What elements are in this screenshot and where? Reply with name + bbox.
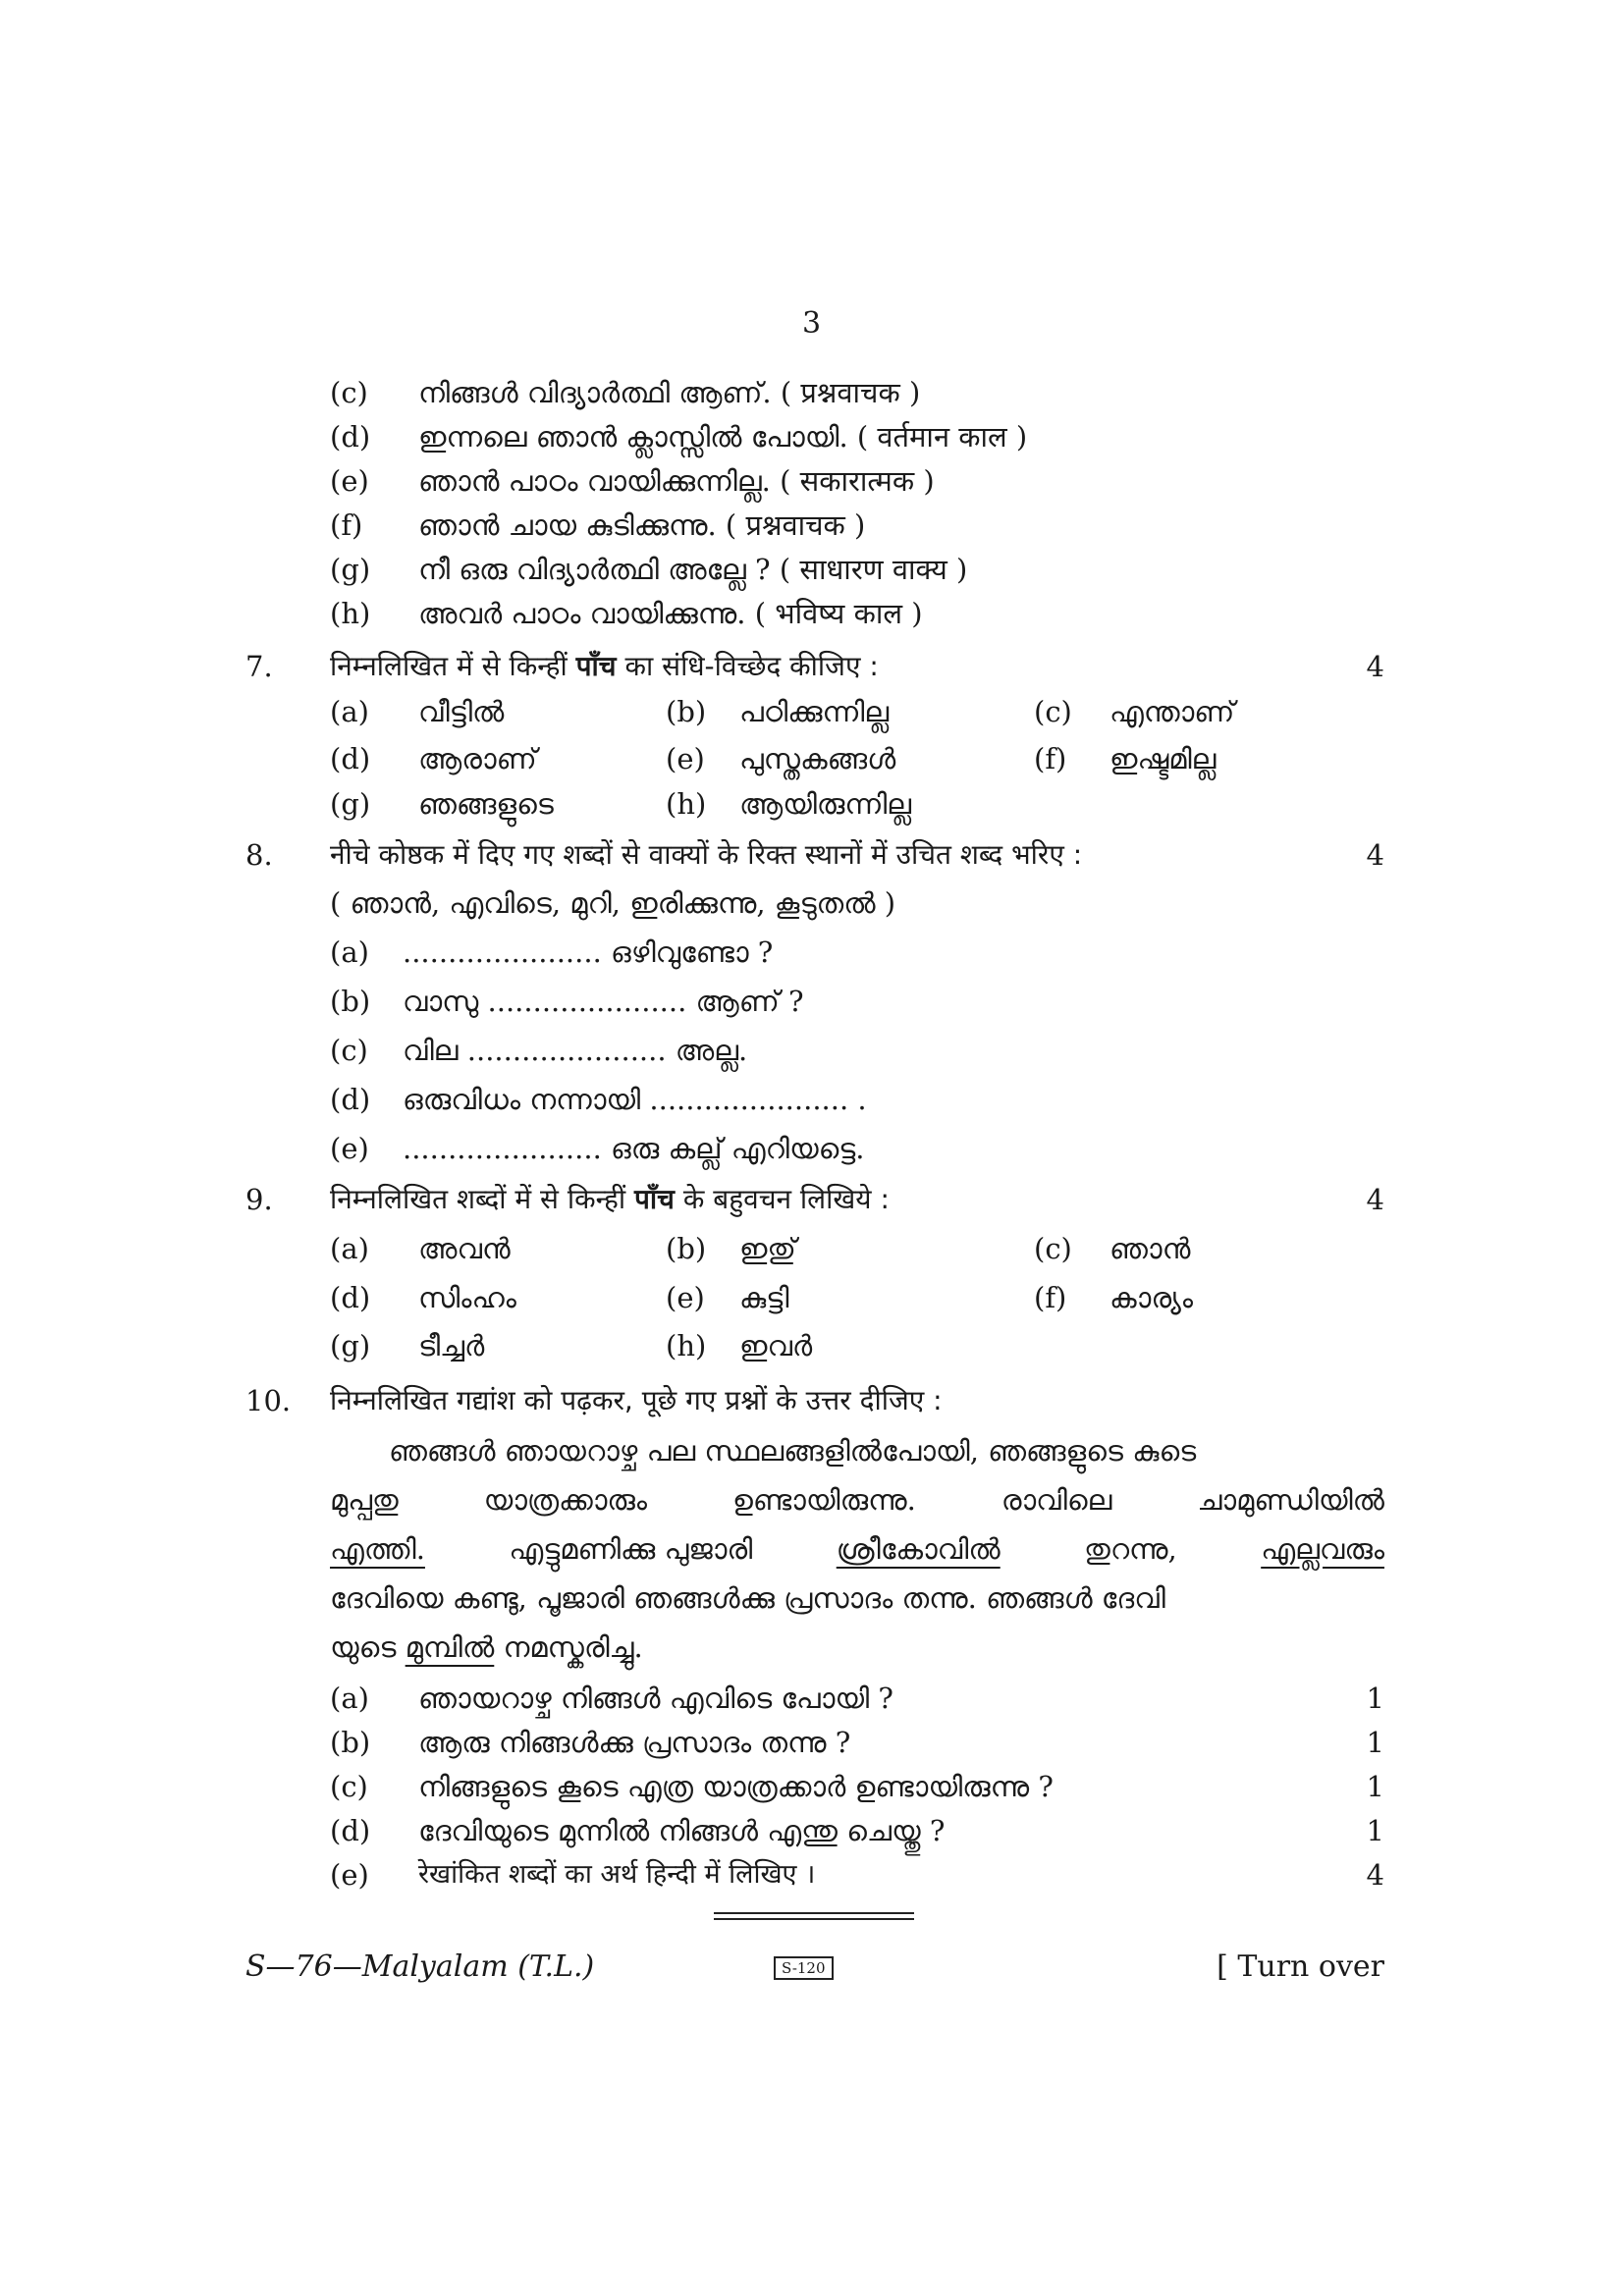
item-label: (a) [330, 695, 369, 728]
item-text: ഞാൻ പാഠം വായിക്കുന്നില്ല. ( सकारात्मक ) [418, 464, 935, 498]
item-text: ഞങ്ങളുടെ [418, 787, 554, 821]
question-marks: 4 [1366, 1183, 1384, 1216]
item-text: ഞായറാഴ്ച നിങ്ങൾ എവിടെ പോയി ? [418, 1682, 893, 1715]
passage-line [330, 1623, 1384, 1672]
question-marks: 4 [1366, 650, 1384, 683]
question-text-bold: पाँच [575, 650, 617, 682]
q8-word-options [0, 881, 1623, 925]
item-text: ആരു നിങ്ങൾക്കു പ്രസാദം തന്നു ? [418, 1726, 851, 1759]
item-label: (g) [330, 553, 371, 586]
passage-word: ഉണ്ടായിരുന്നു. [732, 1483, 916, 1517]
item-text: വാസു ...................... ആണ് ? [403, 985, 804, 1018]
paper-code: S—76—Malyalam (T.L.) [245, 1949, 595, 1984]
passage-word: രാവിലെ [1001, 1483, 1112, 1517]
item-text: ഇതു് [739, 1232, 796, 1265]
passage-line-text: ദേവിയെ കണ്ടു, പൂജാരി ഞങ്ങൾക്കു പ്രസാദം തന്നു. ഞങ്ങൾ ദേവി [330, 1581, 1165, 1615]
item-text: വില ...................... അല്ല. [403, 1034, 748, 1067]
item-text: കുട്ടി [739, 1281, 789, 1314]
question-number: 7. [245, 650, 273, 683]
item-text: നീ ഒരു വിദ്യാർത്ഥി അല്ലേ ? ( साधारण वाक्य ) [418, 553, 968, 586]
q9-grid-row [0, 1227, 1623, 1270]
item-text: ആരാണ് [418, 742, 537, 775]
page-number: 3 [801, 306, 822, 341]
q8-item-d [0, 1078, 1623, 1121]
passage-line [330, 1426, 1384, 1475]
item-label: (c) [330, 1034, 368, 1067]
question-7-header [0, 645, 1623, 688]
item-label: (b) [666, 695, 707, 728]
word-options-text: ( ഞാൻ, എവിടെ, മുറി, ഇരിക്കുന്നു, കൂടുതൽ ) [330, 886, 896, 920]
item-label: (e) [330, 1858, 369, 1892]
series-code-box: S-120 [774, 1956, 834, 1980]
question-text-bold: पाँच [634, 1183, 675, 1215]
item-label: (f) [1034, 742, 1067, 775]
item-label: (a) [330, 935, 369, 969]
item-text: रेखांकित शब्दों का अर्थ हिन्दी में लिखिए । [418, 1859, 816, 1890]
question-text: नीचे कोष्ठक में दिए गए शब्दों से वाक्यों के रिक्त स्थानों में उचित शब्द भरिए : [330, 838, 1083, 871]
question-number: 9. [245, 1183, 273, 1216]
underlined-word: എത്തി. [330, 1532, 425, 1566]
question-marks: 1 [1366, 1814, 1384, 1847]
q10-question-c [0, 1765, 1623, 1808]
item-text: ഇഷ്ടമില്ല [1109, 742, 1217, 775]
item-text: ഞാൻ [1109, 1232, 1191, 1265]
item-label: (h) [330, 597, 371, 630]
item-label: (d) [330, 1083, 371, 1116]
item-text: കാര്യം [1109, 1281, 1193, 1314]
passage-word: മുപ്പതു [330, 1483, 399, 1517]
q6-item-g [0, 548, 1623, 591]
question-8-header [0, 833, 1623, 877]
item-label: (a) [330, 1232, 369, 1265]
item-label: (a) [330, 1682, 369, 1715]
q6-item-d [0, 415, 1623, 458]
q7-grid-row [0, 690, 1623, 733]
item-text: നിങ്ങളുടെ കൂടെ എത്ര യാത്രക്കാർ ഉണ്ടായിരുന്നു ? [418, 1770, 1054, 1803]
question-text-pre: निम्नलिखित शब्दों में से किन्हीं [330, 1183, 635, 1215]
item-label: (g) [330, 1329, 371, 1362]
passage-line-text: ഞങ്ങൾ ഞായറാഴ്ച പല സ്ഥലങ്ങളിൽപോയി, ഞങ്ങളുടെ കുടെ [389, 1434, 1197, 1468]
passage-line [330, 1475, 1384, 1524]
item-text: ഞാൻ ചായ കുടിക്കുന്നു. ( प्रश्नवाचक ) [418, 508, 866, 542]
item-label: (f) [1034, 1281, 1067, 1314]
question-marks: 4 [1366, 1858, 1384, 1892]
question-10-header [0, 1379, 1623, 1422]
item-text: വീട്ടിൽ [418, 695, 505, 728]
q8-item-c [0, 1029, 1623, 1072]
item-label: (e) [666, 742, 705, 775]
question-text-pre: निम्नलिखित में से किन्हीं [330, 650, 576, 682]
underlined-word: ശ്രീകോവിൽ [836, 1532, 1001, 1566]
item-label: (c) [330, 376, 368, 409]
question-text-post: का संधि-विच्छेद कीजिए : [616, 650, 879, 682]
passage-text-pre: യുടെ [330, 1630, 406, 1664]
item-label: (d) [330, 1814, 371, 1847]
item-label: (e) [330, 1132, 369, 1165]
item-text: എന്താണ് [1109, 695, 1235, 728]
q9-grid-row [0, 1276, 1623, 1319]
item-text: സിംഹം [418, 1281, 516, 1314]
item-label: (d) [330, 742, 371, 775]
item-text: ...................... ഒരു കല്ല് എറിയട്ടെ. [403, 1132, 865, 1165]
item-label: (c) [330, 1770, 368, 1803]
item-label: (f) [330, 508, 363, 542]
item-text: ആയിരുന്നില്ല [739, 787, 912, 821]
item-label: (b) [666, 1232, 707, 1265]
passage-word: ചാമുണ്ഡിയിൽ [1197, 1483, 1384, 1517]
item-text: ...................... ഒഴിവുണ്ടോ ? [403, 935, 774, 969]
item-label: (h) [666, 787, 707, 821]
comprehension-passage [330, 1426, 1384, 1672]
q8-item-e [0, 1127, 1623, 1170]
q6-item-h [0, 592, 1623, 635]
question-text [330, 645, 879, 688]
passage-line [330, 1524, 1384, 1574]
q6-item-c [0, 371, 1623, 414]
question-text: निम्नलिखित गद्यांश को पढ़कर, पूछे गए प्रश्नों के उत्तर दीजिए : [330, 1384, 943, 1416]
question-text-post: के बहुवचन लिखिये : [674, 1183, 890, 1215]
item-text: പഠിക്കുന്നില്ല [739, 695, 890, 728]
question-text [330, 1178, 890, 1221]
question-9-header [0, 1178, 1623, 1221]
passage-word: എട്ടുമണിക്കു പുജാരി [509, 1532, 753, 1566]
item-text: പുസ്തകങ്ങൾ [739, 742, 896, 775]
q9-grid-row [0, 1324, 1623, 1367]
item-label: (d) [330, 1281, 371, 1314]
q10-question-b [0, 1721, 1623, 1764]
item-text: ടീച്ചർ [418, 1329, 485, 1362]
item-text: ദേവിയുടെ മുന്നിൽ നിങ്ങൾ എന്തു ചെയ്തു ? [418, 1814, 946, 1847]
item-label: (b) [330, 1726, 371, 1759]
item-label: (c) [1034, 1232, 1072, 1265]
underlined-word: എല്ലവരും [1261, 1532, 1384, 1566]
item-label: (g) [330, 787, 371, 821]
end-divider [714, 1912, 914, 1920]
item-text: ഒരുവിധം നന്നായി ...................... . [403, 1083, 867, 1116]
q6-item-f [0, 504, 1623, 547]
passage-word: തുറന്നു, [1084, 1532, 1177, 1566]
q7-grid-row [0, 782, 1623, 826]
item-text: അവർ പാഠം വായിക്കുന്നു. ( भविष्य काल ) [418, 597, 923, 630]
passage-line [330, 1574, 1384, 1623]
passage-word: യാത്രക്കാരും [483, 1483, 648, 1517]
item-text: നിങ്ങൾ വിദ്യാർത്ഥി ആണ്. ( प्रश्नवाचक ) [418, 376, 921, 409]
q10-question-e [0, 1853, 1623, 1896]
q7-grid-row [0, 737, 1623, 780]
passage-text-post: നമസ്കരിച്ചു. [494, 1630, 643, 1664]
q10-question-d [0, 1809, 1623, 1852]
question-marks: 1 [1366, 1726, 1384, 1759]
item-label: (e) [666, 1281, 705, 1314]
item-label: (b) [330, 985, 371, 1018]
question-marks: 4 [1366, 838, 1384, 872]
q6-item-e [0, 459, 1623, 503]
turn-over-note: [ Turn over [1217, 1949, 1384, 1984]
item-label: (c) [1034, 695, 1072, 728]
item-label: (e) [330, 464, 369, 498]
question-marks: 1 [1366, 1682, 1384, 1715]
item-text: ഇന്നലെ ഞാൻ ക്ലാസ്സിൽ പോയി. ( वर्तमान काल ) [418, 420, 1028, 454]
question-number: 10. [245, 1384, 292, 1417]
underlined-word: മുമ്പിൽ [405, 1630, 495, 1664]
q10-question-a [0, 1677, 1623, 1720]
question-number: 8. [245, 838, 273, 872]
item-label: (h) [666, 1329, 707, 1362]
item-text: ഇവർ [739, 1329, 813, 1362]
q8-item-a [0, 931, 1623, 974]
q8-item-b [0, 980, 1623, 1023]
question-marks: 1 [1366, 1770, 1384, 1803]
item-text: അവൻ [418, 1232, 511, 1265]
item-label: (d) [330, 420, 371, 454]
